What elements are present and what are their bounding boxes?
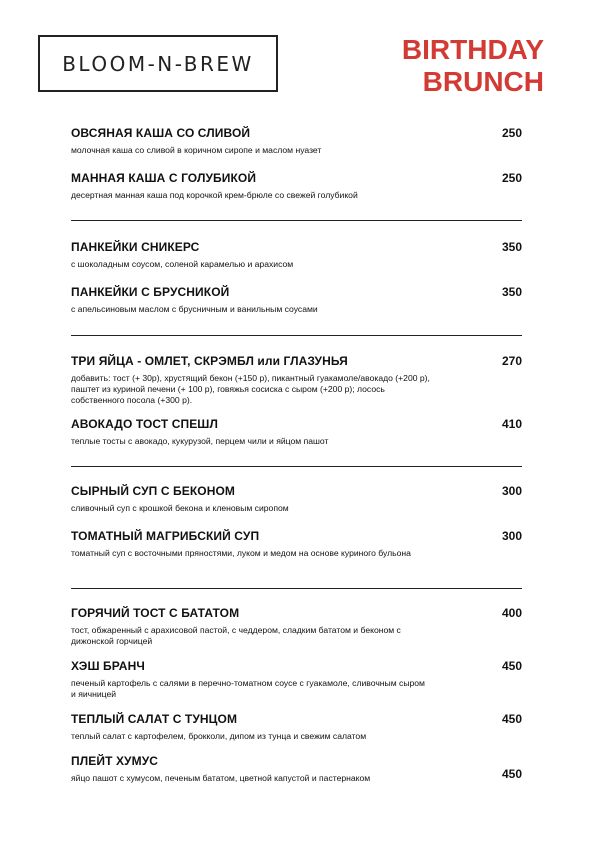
brand-logo [38, 35, 278, 92]
menu-item [71, 239, 522, 270]
menu-item-name: ГОРЯЧИЙ ТОСТ С БАТАТОМ [71, 606, 240, 620]
event-title-line2: BRUNCH [422, 66, 544, 97]
menu-item-price: 300 [501, 484, 522, 498]
menu-item-name: ПАНКЕЙКИ СНИКЕРС [71, 240, 200, 254]
section-divider [71, 466, 522, 467]
menu-item-name: ТРИ ЯЙЦА - ОМЛЕТ, СКРЭМБЛ или ГЛАЗУНЬЯ [71, 354, 348, 368]
section-divider [71, 220, 522, 221]
menu-item-price: 450 [501, 712, 522, 726]
menu-item-description: сливочный суп с крошкой бекона и кленовым сиропом [71, 503, 289, 513]
menu [71, 125, 522, 798]
menu-item-price: 300 [501, 529, 522, 543]
event-title [344, 34, 544, 98]
menu-item [71, 711, 522, 742]
brand-logo-text: BLOOM-N-BREW [62, 51, 254, 76]
menu-item-description: с шоколадным соусом, соленой карамелью и арахисом [71, 259, 294, 269]
menu-item-name: ПАНКЕЙКИ С БРУСНИКОЙ [71, 285, 230, 299]
menu-item-description: с апельсиновым маслом с брусничным и ванильным соусами [71, 304, 318, 314]
menu-item-description: десертная манная каша под корочкой крем-брюле со свежей голубикой [71, 190, 358, 200]
menu-item-description: печеный картофель с салями в перечно-томатном соусе с гуакамоле, сливочным сыром и яичницей [71, 678, 425, 699]
menu-item-price: 350 [501, 240, 522, 254]
menu-item-description: теплые тосты с авокадо, кукурузой, перцем чили и яйцом пашот [71, 436, 329, 446]
menu-item [71, 753, 522, 784]
menu-item-price: 350 [501, 285, 522, 299]
menu-item-price: 450 [501, 659, 522, 673]
menu-item-name: СЫРНЫЙ СУП С БЕКОНОМ [71, 484, 236, 498]
menu-item [71, 125, 522, 156]
menu-item-name: ТЕПЛЫЙ САЛАТ С ТУНЦОМ [71, 712, 238, 726]
menu-item-price: 270 [501, 354, 522, 368]
menu-item-name: МАННАЯ КАША С ГОЛУБИКОЙ [71, 171, 257, 185]
menu-item-name: ПЛЕЙТ ХУМУС [71, 754, 159, 768]
menu-item-description: добавить: тост (+ 30р), хрустящий бекон (+150 р), пикантный гуакамоле/авокадо (+200 р), паштет из куриной печени (+ 100 р), говяжья сосиска с сыром (+200 р); лосось собственного посола (+300 р). [71, 373, 430, 405]
menu-section-soups [71, 483, 522, 588]
menu-item-price: 450 [501, 767, 522, 781]
menu-item [71, 605, 522, 647]
menu-section-pancakes [71, 239, 522, 335]
menu-item-description: теплый салат с картофелем, брокколи, дипом из тунца и свежим салатом [71, 731, 367, 741]
menu-item-name: ТОМАТНЫЙ МАГРИБСКИЙ СУП [71, 529, 260, 543]
section-divider [71, 335, 522, 336]
menu-item-name: АВОКАДО ТОСТ СПЕШЛ [71, 417, 218, 431]
menu-item-description: яйцо пашот с хумусом, печеным бататом, цветной капустой и пастернаком [71, 773, 371, 783]
menu-item [71, 658, 522, 700]
menu-section-mains [71, 605, 522, 784]
menu-item [71, 483, 522, 514]
menu-item-description: молочная каша со сливой в коричном сиропе и маслом нуазет [71, 145, 322, 155]
menu-item-price: 250 [501, 126, 522, 140]
menu-item-price: 250 [501, 171, 522, 185]
event-title-line1: BIRTHDAY [401, 34, 544, 65]
menu-section-porridge [71, 125, 522, 220]
menu-item-price: 410 [501, 417, 522, 431]
menu-item [71, 170, 522, 201]
menu-item [71, 528, 522, 559]
menu-item-description: тост, обжаренный с арахисовой пастой, с чеддером, сладким бататом и беконом с дижонской горчицей [71, 625, 401, 646]
menu-item-name: ОВСЯНАЯ КАША СО СЛИВОЙ [71, 126, 251, 140]
menu-item [71, 416, 522, 447]
menu-item-description: томатный суп с восточными пряностями, луком и медом на основе куриного бульона [71, 548, 411, 558]
menu-item-name: ХЭШ БРАНЧ [71, 659, 145, 673]
menu-item [71, 353, 522, 406]
section-divider [71, 588, 522, 589]
menu-item [71, 284, 522, 315]
menu-item-price: 400 [501, 606, 522, 620]
menu-section-eggs [71, 353, 522, 466]
